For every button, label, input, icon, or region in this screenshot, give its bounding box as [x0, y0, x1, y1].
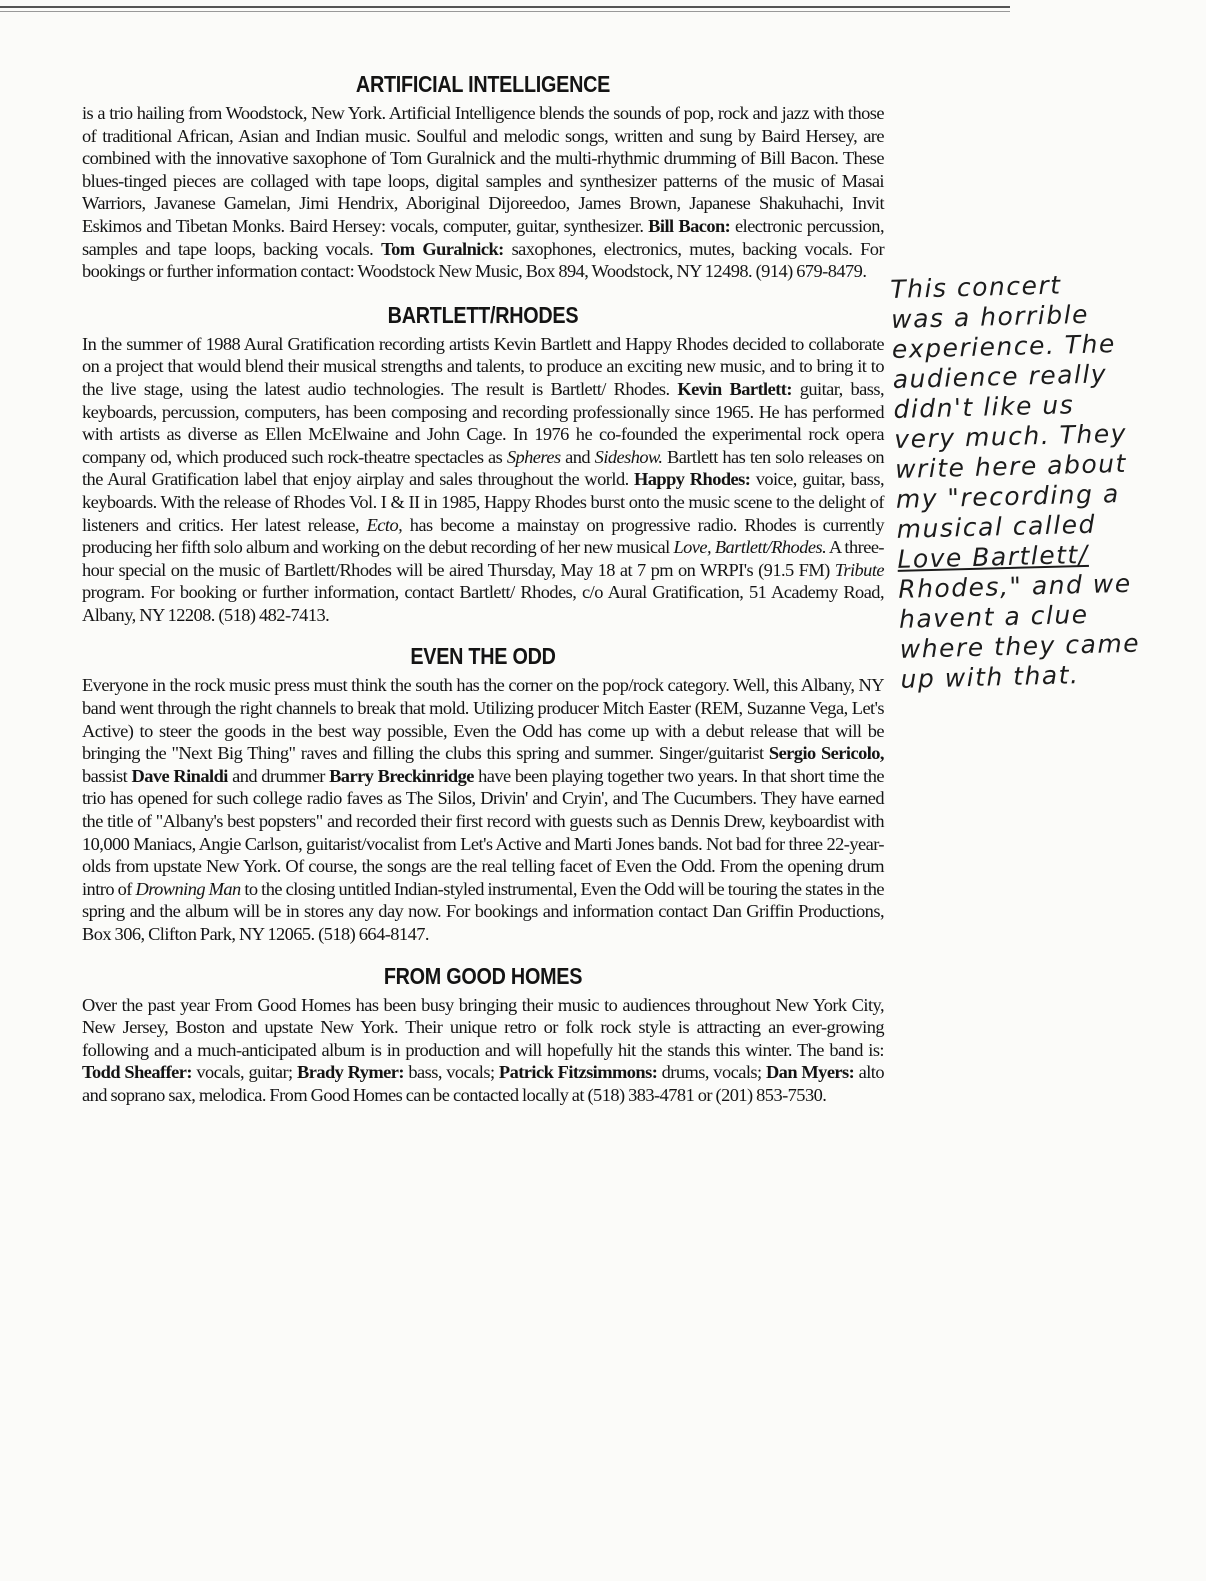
top-border-rule [0, 6, 1010, 8]
note-line: Rhodes," and we [897, 568, 1133, 604]
musician-name: Barry Breckinridge [329, 765, 474, 786]
note-line: write here about [894, 448, 1128, 484]
section-artificial-intelligence [82, 70, 884, 283]
note-line: audience really [892, 359, 1108, 394]
work-title: Drowning Man [135, 878, 241, 899]
musician-name: Brady Rymer: [297, 1062, 404, 1083]
work-title: Spheres [506, 446, 561, 467]
section-heading: EVEN THE ODD [410, 643, 556, 670]
work-title: Sideshow. [594, 446, 663, 467]
note-line: Love Bartlett/ [897, 539, 1090, 574]
note-line: my "recording a [895, 479, 1121, 514]
musician-name: Todd Sheaffer: [82, 1062, 192, 1083]
section-heading: ARTIFICIAL INTELLIGENCE [355, 71, 611, 97]
musician-name: Sergio Sericolo, [768, 743, 884, 764]
musician-name: Dan Myers: [765, 1062, 855, 1083]
musician-name: Tom Guralnick: [381, 238, 504, 259]
note-line: up with that. [900, 660, 1080, 694]
note-line: This concert [890, 270, 1062, 304]
note-line: very much. They [893, 418, 1128, 454]
musician-name: Kevin Bartlett: [677, 378, 792, 399]
note-line: havent a clue [898, 599, 1089, 634]
handwritten-note [890, 267, 1206, 695]
article-body [82, 70, 884, 1107]
note-line: musical called [896, 509, 1097, 544]
musician-name: Happy Rhodes: [634, 469, 751, 490]
top-border-rule-thin [0, 11, 1010, 12]
note-line: experience. The [891, 329, 1117, 364]
musician-name: Dave Rinaldi [131, 765, 228, 786]
note-line: was a horrible [890, 299, 1090, 334]
section-paragraph: Over the past year From Good Homes has been busy bringing their music to audiences throughout New York City, New Jersey, Boston and upstate New York. Their unique retro or folk rock style is attracting an ever-growing following and a much-anticipated album is in production and will hopefully hit the stands this winter. The band is: Todd Sheaffer: vocals, guitar; Brady Rymer: bass, vocals; Patrick Fitzsimmons: drums, vocals; Dan Myers: alto and soprano sax, melodica. From Good Homes can be contacted locally at (518) 383-4781 or (201) 853-7530. [82, 994, 884, 1105]
musician-name: Bill Bacon: [648, 215, 731, 236]
section-heading: FROM GOOD HOMES [383, 962, 583, 989]
musician-name: Patrick Fitzsimmons: [498, 1062, 658, 1083]
work-title: Ecto, [366, 514, 403, 535]
section-from-good-homes [82, 962, 884, 1107]
note-line: didn't like us [893, 390, 1075, 424]
work-title: Love, Bartlett/Rhodes. [673, 537, 827, 558]
note-line: where they came [899, 628, 1141, 664]
work-title: Tribute [834, 559, 884, 580]
section-paragraph: is a trio hailing from Woodstock, New York. Artificial Intelligence blends the sounds of pop, rock and jazz with those of traditional African, Asian and Indian music. Soulful and melodic songs, written and sung by Baird Hersey, are combined with the innovative saxophone of Tom Guralnick and the multi-rhythmic drumming of Bill Bacon. These blues-tinged pieces are collaged with tape loops, digital samples and synthesizer patterns of the music of Masai Warriors, Javanese Gamelan, Jimi Hendrix, Aboriginal Dijoreedoo, James Brown, Japanese Shakuhachi, Invit Eskimos and Tibetan Monks. Baird Hersey: vocals, computer, guitar, synthesizer. Bill Bacon: electronic percussion, samples and tape loops, backing vocals. Tom Guralnick: saxophones, electronics, mutes, backing vocals. For bookings or further information contact: Woodstock New Music, Box 894, Woodstock, NY 12498. (914) 679-8479. [82, 103, 885, 282]
section-even-the-odd [82, 642, 884, 945]
section-paragraph: Everyone in the rock music press must think the south has the corner on the pop/rock category. Well, this Albany, NY band went through the right channels to break that mold. Utilizing producer Mitch Easter (REM, Suzanne Vega, Let's Active) to steer the goods in the best way possible, Even the Odd has come up with a debut release that will be bringing the "Next Big Thing" raves and filling the clubs this spring and summer. Singer/guitarist Sergio Sericolo, bassist Dave Rinaldi and drummer Barry Breckinridge have been playing together two years. In that short time the trio has opened for such college radio faves as The Silos, Drivin' and Cryin', and The Cucumbers. They have earned the title of "Albany's best popsters" and recorded their first record with guests such as Dennis Drew, keyboardist with 10,000 Maniacs, Angie Carlson, guitarist/vocalist from Let's Active and Marti Jones bands. Not bad for three 22-year-olds from upstate New York. Of course, the songs are the real telling facet of Even the Odd. From the opening drum intro of Drowning Man to the closing untitled Indian-styled instrumental, Even the Odd will be touring the states in the spring and the album will be in stores any day now. For bookings and information contact Dan Griffin Productions, Box 306, Clifton Park, NY 12065. (518) 664-8147. [82, 675, 885, 944]
section-paragraph: In the summer of 1988 Aural Gratification recording artists Kevin Bartlett and Happy Rhodes decided to collaborate on a project that would blend their musical strengths and talents, to produce an exciting new music, and to bring it to the live stage, using the latest audio technologies. The result is Bartlett/ Rhodes. Kevin Bartlett: guitar, bass, keyboards, percussion, computers, has been composing and recording professionally since 1965. He has performed with artists as diverse as Ellen McElwaine and John Cage. In 1976 he co-founded the experimental rock opera company od, which produced such rock-theatre spectacles as Spheres and Sideshow. Bartlett has ten solo releases on the Aural Gratification label that enjoy airplay and sales throughout the world. Happy Rhodes: voice, guitar, bass, keyboards. With the release of Rhodes Vol. I & II in 1985, Happy Rhodes burst onto the music scene to the delight of listeners and critics. Her latest release, Ecto, has become a mainstay on progressive radio. Rhodes is currently producing her fifth solo album and working on the debut recording of her new musical Love, Bartlett/Rhodes. A three-hour special on the music of Bartlett/Rhodes will be aired Thursday, May 18 at 7 pm on WRPI's (91.5 FM) Tribute program. For booking or further information, contact Bartlett/ Rhodes, c/o Aural Gratification, 51 Academy Road, Albany, NY 12208. (518) 482-7413. [82, 333, 885, 625]
section-heading: BARTLETT/RHODES [387, 301, 579, 328]
section-bartlett-rhodes [82, 301, 884, 627]
